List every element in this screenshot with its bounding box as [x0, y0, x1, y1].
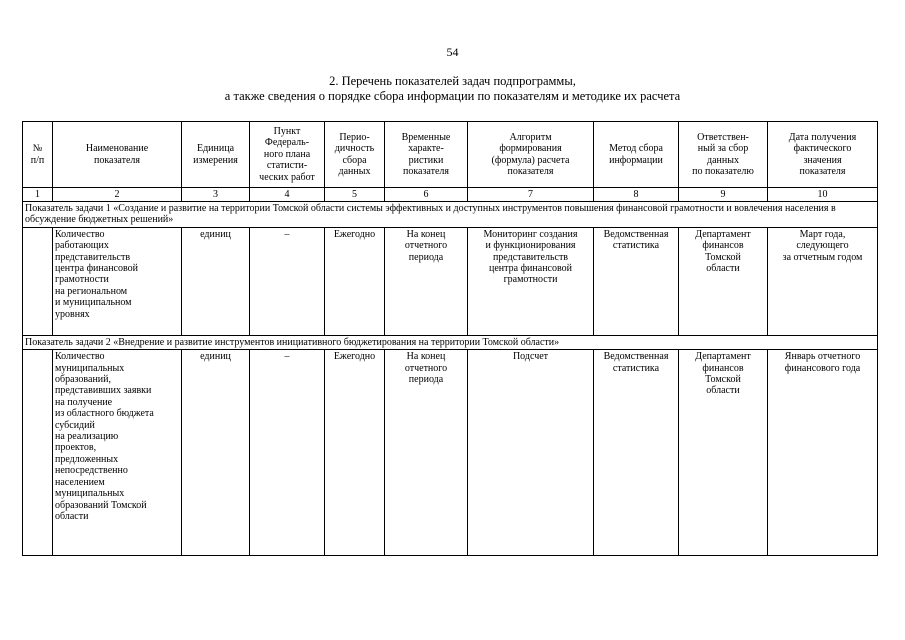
cell-indicator-name: Количество работающих представительств центра финансовой грамотности на региональном и муниципальном уровнях	[53, 227, 182, 335]
cell-responsible: Департамент финансов Томской области	[679, 350, 768, 556]
column-number: 4	[250, 188, 325, 202]
header-collection-method: Метод сбора информации	[594, 122, 679, 188]
cell-algorithm: Мониторинг создания и функционирования представительств центра финансовой грамотности	[468, 227, 594, 335]
section-row-task-1	[23, 202, 878, 228]
header-periodicity: Перио- дичность сбора данных	[325, 122, 385, 188]
page-number: 54	[446, 45, 459, 59]
header-unit: Единица измерения	[182, 122, 250, 188]
cell-indicator-name: Количество муниципальных образований, представивших заявки на получение из областного бюджета субсидий на реализацию проектов, предложенных непосредственно населением муниципальных образований Томской области	[53, 350, 182, 556]
column-number: 3	[182, 188, 250, 202]
column-number: 2	[53, 188, 182, 202]
table-row	[23, 350, 878, 556]
cell-collection-method: Ведомственная статистика	[594, 227, 679, 335]
cell-algorithm: Подсчет	[468, 350, 594, 556]
section-heading-task-2: Показатель задачи 2 «Внедрение и развитие инструментов инициативного бюджетирования на территории Томской области»	[23, 335, 878, 349]
column-number: 1	[23, 188, 53, 202]
header-time-characteristics: Временные характе- ристики показателя	[385, 122, 468, 188]
document-title	[0, 74, 905, 104]
table-row	[23, 227, 878, 335]
column-number: 6	[385, 188, 468, 202]
cell-federal-plan-item: –	[250, 227, 325, 335]
title-line-1: 2. Перечень показателей задач подпрограммы,	[329, 74, 576, 88]
header-algorithm: Алгоритм формирования (формула) расчета показателя	[468, 122, 594, 188]
column-number: 10	[768, 188, 878, 202]
cell-date: Март года, следующего за отчетным годом	[768, 227, 878, 335]
cell-federal-plan-item: –	[250, 350, 325, 556]
cell-collection-method: Ведомственная статистика	[594, 350, 679, 556]
cell-periodicity: Ежегодно	[325, 350, 385, 556]
header-date: Дата получения фактического значения показателя	[768, 122, 878, 188]
cell-periodicity: Ежегодно	[325, 227, 385, 335]
section-row-task-2	[23, 335, 878, 349]
cell-unit: единиц	[182, 350, 250, 556]
header-indicator-name: Наименование показателя	[53, 122, 182, 188]
header-responsible: Ответствен- ный за сбор данных по показателю	[679, 122, 768, 188]
cell-date: Январь отчетного финансового года	[768, 350, 878, 556]
column-number: 5	[325, 188, 385, 202]
indicators-table	[22, 121, 878, 556]
column-number: 9	[679, 188, 768, 202]
cell-responsible: Департамент финансов Томской области	[679, 227, 768, 335]
cell-number	[23, 350, 53, 556]
header-federal-plan-item: Пункт Федераль- ного плана статисти- ческих работ	[250, 122, 325, 188]
header-row	[23, 122, 878, 188]
cell-number	[23, 227, 53, 335]
column-numbers-row	[23, 188, 878, 202]
cell-time-characteristics: На конец отчетного периода	[385, 227, 468, 335]
cell-time-characteristics: На конец отчетного периода	[385, 350, 468, 556]
header-number: № п/п	[23, 122, 53, 188]
section-heading-task-1: Показатель задачи 1 «Создание и развитие на территории Томской области системы эффективных и доступных инструментов повышения финансовой грамотности и вовлечения населения в обсуждение бюджетных решений»	[23, 202, 878, 228]
cell-unit: единиц	[182, 227, 250, 335]
column-number: 7	[468, 188, 594, 202]
column-number: 8	[594, 188, 679, 202]
title-line-2: а также сведения о порядке сбора информации по показателям и методике их расчета	[224, 89, 681, 103]
